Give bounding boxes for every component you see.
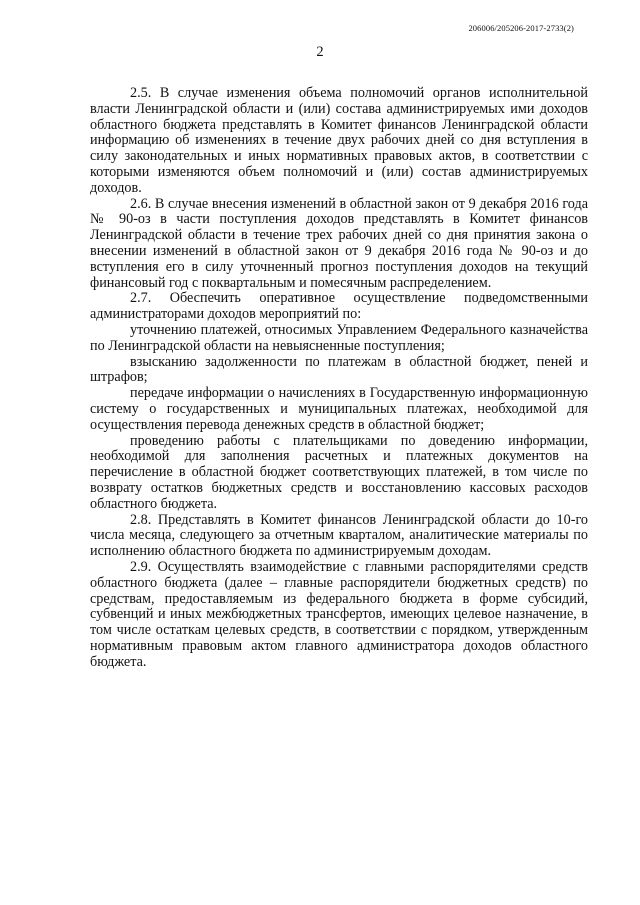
paragraph-2-6: 2.6. В случае внесения изменений в областной закон от 9 декабря 2016 года № 90-оз в части поступления доходов представлять в Комитет финансов Ленинградской области в течение трех рабочих дней со дня принятия закона о внесении изменений в областной закон от 9 декабря 2016 года № 90-оз и до вступления его в силу уточненный прогноз поступления доходов на текущий финансовый год с поквартальным и помесячным распределением. xyxy=(90,195,588,291)
document-registration-number: 206006/205206-2017-2733(2) xyxy=(468,23,574,33)
list-item-payer-outreach: проведению работы с плательщиками по доведению информации, необходимой для заполнения расчетных и платежных документов на перечисление в областной бюджет соответствующих платежей, в том числе по возврату остатков бюджетных средств и восстановлению кассовых расходов областного бюджета. xyxy=(90,432,588,512)
paragraph-2-8: 2.8. Представлять в Комитет финансов Ленинградской области до 10-го числа месяца, следующего за отчетным кварталом, аналитические материалы по исполнению областного бюджета по администрируемым доходам. xyxy=(90,511,588,560)
paragraph-2-5: 2.5. В случае изменения объема полномочий органов исполнительной власти Ленинградской области и (или) состава администрируемых ими доходов областного бюджета представлять в Комитет финансов Ленинградской области информацию об изменениях в течение двух рабочих дней со дня вступления в силу законодательных и иных нормативных правовых актов, в соответствии с которыми изменяются объем полномочий и (или) состав администрируемых доходов. xyxy=(90,85,588,196)
list-item-accrual-info-transfer: передаче информации о начислениях в Государственную информационную систему о государственных и муниципальных платежах, необходимой для осуществления перевода денежных средств в областной бюджет; xyxy=(90,385,588,433)
document-body xyxy=(90,86,588,670)
paragraph-2-7: 2.7. Обеспечить оперативное осуществление подведомственными администраторами доходов мероприятий по: xyxy=(90,290,588,323)
page-number: 2 xyxy=(316,44,324,60)
list-item-payment-clarification: уточнению платежей, относимых Управлением Федерального казначейства по Ленинградской области на невыясненные поступления; xyxy=(90,321,588,354)
paragraph-2-9: 2.9. Осуществлять взаимодействие с главными распорядителями средств областного бюджета (далее – главные распорядители бюджетных средств) по средствам, предоставляемым из федерального бюджета в форме субсидий, субвенций и иных межбюджетных трансфертов, имеющих целевое назначение, в том числе остаткам целевых средств, в соответствии с порядком, утвержденным нормативным правовым актом главного администратора доходов областного бюджета. xyxy=(90,558,588,670)
list-item-debt-recovery: взысканию задолженности по платежам в областной бюджет, пеней и штрафов; xyxy=(90,353,588,386)
